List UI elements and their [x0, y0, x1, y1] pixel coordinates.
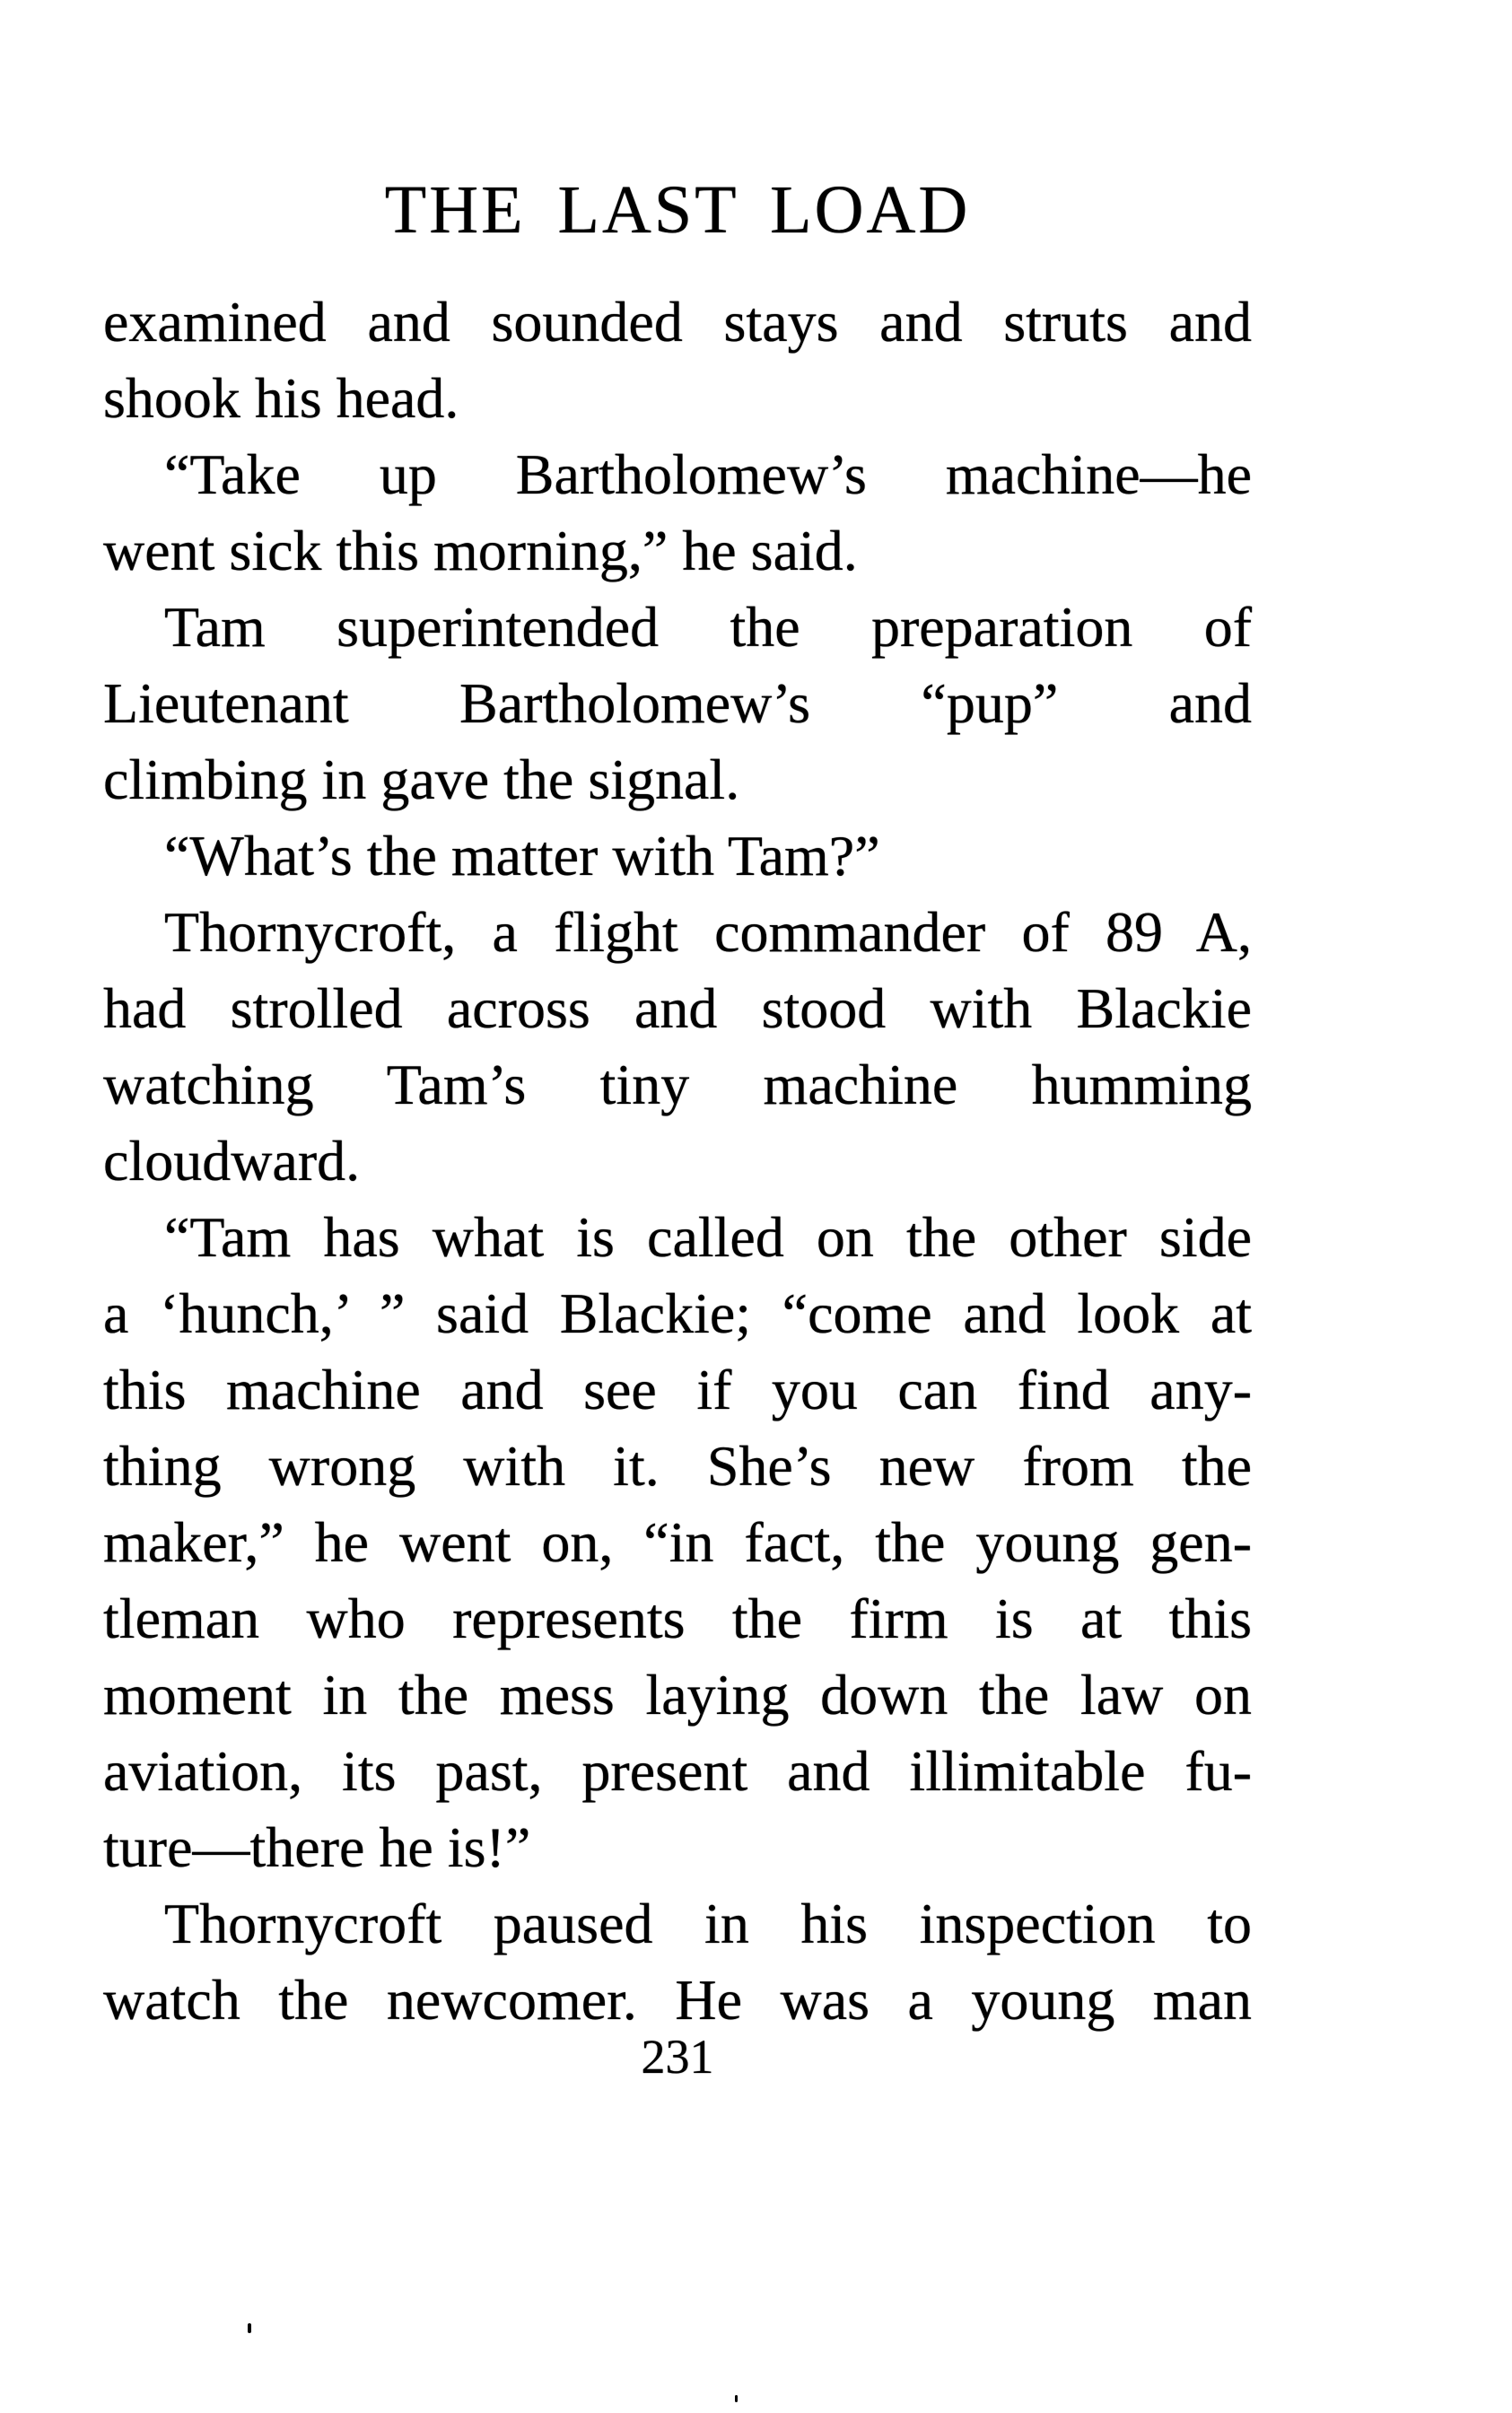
text-line-9: Thornycroft, a flight commander of 89 A, — [164, 900, 1252, 964]
text-line-11: watching Tam’s tiny machine humming — [103, 1053, 1252, 1116]
text-line-20: aviation, its past, present and illimitable fu- — [103, 1739, 1252, 1803]
text-line-15: this machine and see if you can find any- — [103, 1358, 1252, 1421]
text-line-17: maker,” he went on, “in fact, the young gen- — [103, 1510, 1252, 1574]
text-line-19: moment in the mess laying down the law on — [103, 1663, 1252, 1727]
running-header: THE LAST LOAD — [384, 172, 971, 248]
text-line-5: Tam superintended the preparation of — [164, 595, 1252, 659]
text-line-4: went sick this morning,” he said. — [103, 519, 858, 582]
text-block — [103, 284, 1252, 2038]
text-line-1: examined and sounded stays and struts and — [103, 290, 1252, 354]
text-line-16: thing wrong with it. She’s new from the — [103, 1434, 1252, 1498]
page-number: 231 — [641, 2030, 714, 2084]
scan-speck — [735, 2395, 738, 2402]
text-line-21: ture—there he is!” — [103, 1815, 531, 1879]
text-line-14: a ‘hunch,’ ” said Blackie; “come and look at — [103, 1281, 1252, 1345]
text-line-8: “What’s the matter with Tam?” — [164, 824, 880, 887]
scan-speck — [248, 2323, 251, 2333]
text-line-23: watch the newcomer. He was a young man — [103, 1968, 1252, 2032]
text-line-12: cloudward. — [103, 1129, 361, 1193]
text-line-3: “Take up Bartholomew’s machine—he — [164, 442, 1252, 506]
text-line-10: had strolled across and stood with Blackie — [103, 976, 1252, 1040]
book-page — [103, 0, 1252, 2413]
text-line-2: shook his head. — [103, 366, 459, 430]
text-line-13: “Tam has what is called on the other side — [164, 1205, 1252, 1269]
text-line-18: tleman who represents the firm is at this — [103, 1587, 1252, 1650]
text-line-7: climbing in gave the signal. — [103, 748, 740, 811]
text-line-6: Lieutenant Bartholomew’s “pup” and — [103, 671, 1252, 735]
text-line-22: Thornycroft paused in his inspection to — [164, 1892, 1252, 1955]
